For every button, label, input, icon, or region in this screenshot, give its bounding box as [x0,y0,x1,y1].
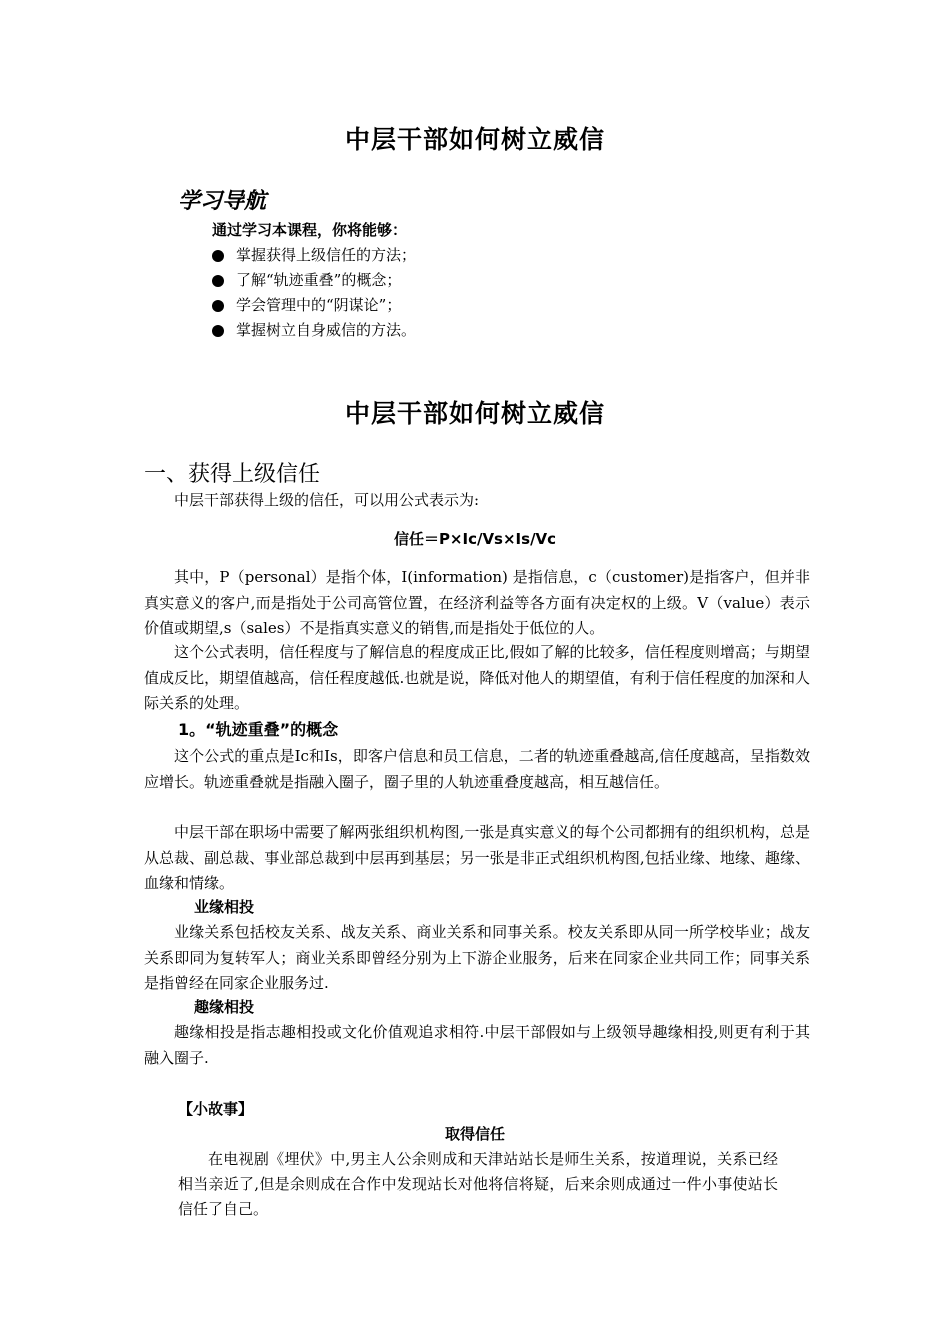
goal-text: 学会管理中的“阴谋论”； [236,296,402,314]
learning-guide-heading: 学习导航 [178,189,267,214]
bullet-icon [212,250,224,262]
section-heading-trust: 一、获得上级信任 [144,462,321,487]
bullet-icon [212,325,224,337]
subheading-interest-affinity: 趣缘相投 [194,998,255,1016]
story-tag: 【小故事】 [178,1100,254,1118]
learning-guide-intro: 通过学习本课程，你将能够： [212,221,408,239]
goal-text: 掌握树立自身威信的方法。 [236,321,417,339]
list-item [212,243,416,268]
bullet-icon [212,275,224,287]
subsection-heading-overlap: 1。“轨迹重叠”的概念 [178,720,339,739]
list-item [212,293,416,318]
list-item [212,268,416,293]
paragraph: 这个公式的重点是Ic和Is，即客户信息和员工信息，二者的轨迹重叠越高,信任度越高，呈指数效应增长。轨迹重叠就是指融入圈子，圈子里的人轨迹重叠度越高，相互越信任。 [144,747,810,791]
goal-text: 了解“轨迹重叠”的概念； [236,271,402,289]
paragraph: 这个公式表明，信任程度与了解信息的程度成正比,假如了解的比较多，信任程度则增高；与期望值成反比，期望值越高，信任程度越低.也就是说，降低对他人的期望值，有利于信任程度的加深和人际关系的处理。 [144,643,810,712]
paragraph: 其中，P（personal）是指个体，I(information) 是指信息，c（customer)是指客户，但并非真实意义的客户,而是指处于公司高管位置，在经济利益等各方面有决定权的上级。V（value）表示价值或期望,s（sales）不是指真实意义的销售,而是指处于低位的人。 [144,568,810,637]
bullet-icon [212,300,224,312]
story-paragraph: 在电视剧《埋伏》中,男主人公余则成和天津站站长是师生关系，按道理说，关系已经相当亲近了,但是余则成在合作中发现站长对他将信将疑，后来余则成通过一件小事使站长信任了自己。 [178,1150,778,1218]
list-item [212,318,416,343]
paragraph: 中层干部在职场中需要了解两张组织机构图,一张是真实意义的每个公司都拥有的组织机构，总是从总裁、副总裁、事业部总裁到中层再到基层；另一张是非正式组织机构图,包括业缘、地缘、趣缘、血缘和情缘。 [144,823,810,892]
story-title: 取得信任 [444,1125,505,1143]
goal-text: 掌握获得上级信任的方法； [236,246,417,264]
trust-formula: 信任＝P×Ic/Vs×Is/Vc [393,530,557,548]
paragraph: 趣缘相投是指志趣相投或文化价值观追求相符.中层干部假如与上级领导趣缘相投,则更有利于其融入圈子. [144,1023,810,1067]
page-title: 中层干部如何树立威信 [344,125,605,154]
learning-goals-list [212,243,416,343]
section-title: 中层干部如何树立威信 [344,399,605,428]
formula-intro-paragraph: 中层干部获得上级的信任，可以用公式表示为: [174,491,480,509]
subheading-career-affinity: 业缘相投 [194,898,255,916]
paragraph: 业缘关系包括校友关系、战友关系、商业关系和同事关系。校友关系即从同一所学校毕业；战友关系即同为复转军人；商业关系即曾经分别为上下游企业服务，后来在同家企业共同工作；同事关系是指曾经在同家企业服务过. [144,923,810,992]
